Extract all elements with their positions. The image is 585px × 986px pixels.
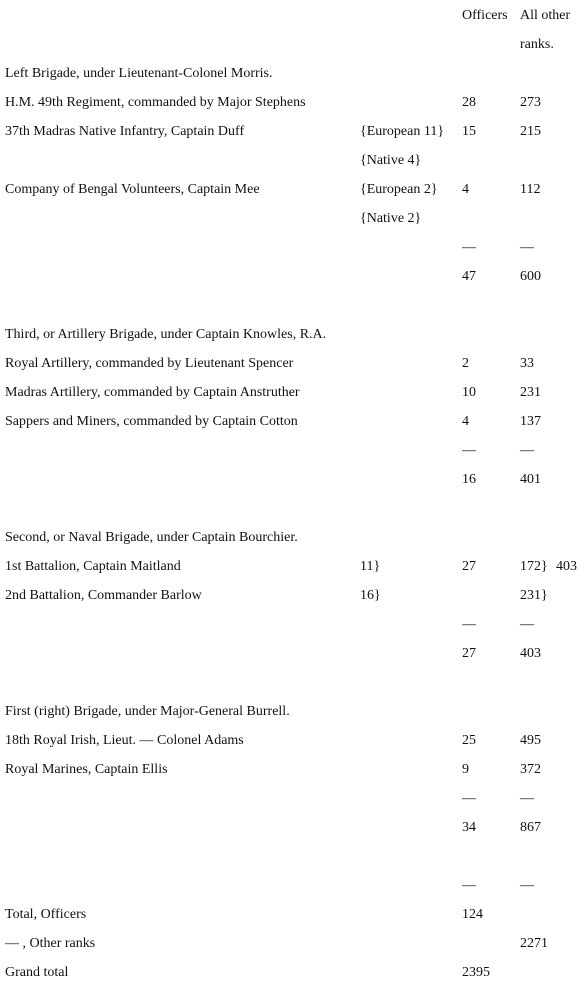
other-ranks-column-header: All other — [520, 8, 571, 23]
others-cell: 600 — [520, 269, 541, 284]
table-row-total-other-ranks — [0, 933, 585, 955]
table-row-hm-49th-regiment — [0, 92, 585, 114]
table-row-left-brigade-title — [0, 63, 585, 85]
others-cell: 215 — [520, 124, 541, 139]
others-cell: — — [520, 791, 534, 806]
label-cell: Third, or Artillery Brigade, under Captain Knowles, R.A. — [5, 327, 327, 342]
table-row-sappers-miners — [0, 411, 585, 433]
table-row-royal-marines — [0, 759, 585, 781]
officers-cell: 124 — [462, 907, 483, 922]
others-cell: — — [520, 878, 534, 893]
brace-cell: {European 11} — [360, 124, 445, 139]
officers-cell: 10 — [462, 385, 476, 400]
officers-cell: — — [462, 443, 476, 458]
table-row-37th-madras-native-infantry — [0, 121, 585, 143]
label-cell: Royal Artillery, commanded by Lieutenant Spencer — [5, 356, 294, 371]
label-cell: 37th Madras Native Infantry, Captain Duff — [5, 124, 245, 139]
officers-cell: 2 — [462, 356, 469, 371]
others-cell: 112 — [520, 182, 541, 197]
label-cell: H.M. 49th Regiment, commanded by Major Stephens — [5, 95, 306, 110]
table-row-naval-brigade-rule — [0, 614, 585, 636]
officers-cell: 9 — [462, 762, 469, 777]
others-cell: 231 — [520, 385, 541, 400]
table-row-bengal-volunteers — [0, 179, 585, 201]
others-cell: 372 — [520, 762, 541, 777]
others-cell: — — [520, 617, 534, 632]
others-cell: 867 — [520, 820, 541, 835]
others-cell: 172} — [520, 559, 548, 574]
table-row-artillery-brigade-total — [0, 469, 585, 491]
label-cell: Sappers and Miners, commanded by Captain Cotton — [5, 414, 298, 429]
others-cell: — — [520, 443, 534, 458]
officers-cell: 15 — [462, 124, 476, 139]
officers-cell: 4 — [462, 414, 469, 429]
others-cell: 273 — [520, 95, 541, 110]
table-row-artillery-brigade-title — [0, 324, 585, 346]
label-cell: Madras Artillery, commanded by Captain Anstruther — [5, 385, 300, 400]
table-row-madras-artillery — [0, 382, 585, 404]
others-cell: 33 — [520, 356, 534, 371]
other-ranks-column-header-line2: ranks. — [520, 37, 554, 52]
table-row-grand-total — [0, 962, 585, 984]
officers-cell: — — [462, 240, 476, 255]
label-cell: 1st Battalion, Captain Maitland — [5, 559, 181, 574]
label-cell: Total, Officers — [5, 907, 87, 922]
officers-cell: 34 — [462, 820, 476, 835]
officers-cell: 4 — [462, 182, 469, 197]
others-cell: 401 — [520, 472, 541, 487]
brace-cell: {Native 2} — [360, 211, 422, 226]
officers-cell: 16 — [462, 472, 476, 487]
others-cell: 495 — [520, 733, 541, 748]
brace-cell: 16} — [360, 588, 381, 603]
brace-cell: 11} — [360, 559, 381, 574]
table-row-37th-madras-native-count — [0, 150, 585, 172]
table-row-left-brigade-total — [0, 266, 585, 288]
table-row-first-brigade-rule — [0, 788, 585, 810]
others-cell: 231} — [520, 588, 548, 603]
label-cell: First (right) Brigade, under Major-General Burrell. — [5, 704, 290, 719]
table-row-total-officers — [0, 904, 585, 926]
table-row-grand-rule — [0, 875, 585, 897]
officers-cell: — — [462, 791, 476, 806]
column-header-row — [0, 5, 585, 27]
officers-cell: 25 — [462, 733, 476, 748]
table-row-bengal-volunteers-native — [0, 208, 585, 230]
officers-cell: 2395 — [462, 965, 490, 980]
officers-cell: — — [462, 878, 476, 893]
extra-cell: 403 — [556, 559, 577, 574]
table-row-naval-brigade-title — [0, 527, 585, 549]
table-row-naval-1st-battalion — [0, 556, 585, 578]
officers-cell: — — [462, 617, 476, 632]
table-row-left-brigade-rule — [0, 237, 585, 259]
brace-cell: {European 2} — [360, 182, 438, 197]
label-cell: Second, or Naval Brigade, under Captain Bourchier. — [5, 530, 298, 545]
label-cell: Grand total — [5, 965, 69, 980]
officers-cell: 27 — [462, 646, 476, 661]
officers-column-header: Officers — [462, 8, 508, 23]
label-cell: 18th Royal Irish, Lieut. — Colonel Adams — [5, 733, 244, 748]
label-cell: — , Other ranks — [5, 936, 96, 951]
officers-cell: 47 — [462, 269, 476, 284]
table-row-18th-royal-irish — [0, 730, 585, 752]
table-row-artillery-brigade-rule — [0, 440, 585, 462]
table-row-naval-2nd-battalion — [0, 585, 585, 607]
label-cell: 2nd Battalion, Commander Barlow — [5, 588, 202, 603]
table-row-royal-artillery — [0, 353, 585, 375]
officers-cell: 27 — [462, 559, 476, 574]
brace-cell: {Native 4} — [360, 153, 422, 168]
table-row-first-brigade-title — [0, 701, 585, 723]
others-cell: 2271 — [520, 936, 548, 951]
others-cell: — — [520, 240, 534, 255]
table-row-naval-brigade-total — [0, 643, 585, 665]
others-cell: 137 — [520, 414, 541, 429]
officers-cell: 28 — [462, 95, 476, 110]
column-header-row-2 — [0, 34, 585, 56]
table-row-first-brigade-total — [0, 817, 585, 839]
others-cell: 403 — [520, 646, 541, 661]
label-cell: Left Brigade, under Lieutenant-Colonel Morris. — [5, 66, 273, 81]
label-cell: Royal Marines, Captain Ellis — [5, 762, 168, 777]
label-cell: Company of Bengal Volunteers, Captain Mee — [5, 182, 260, 197]
